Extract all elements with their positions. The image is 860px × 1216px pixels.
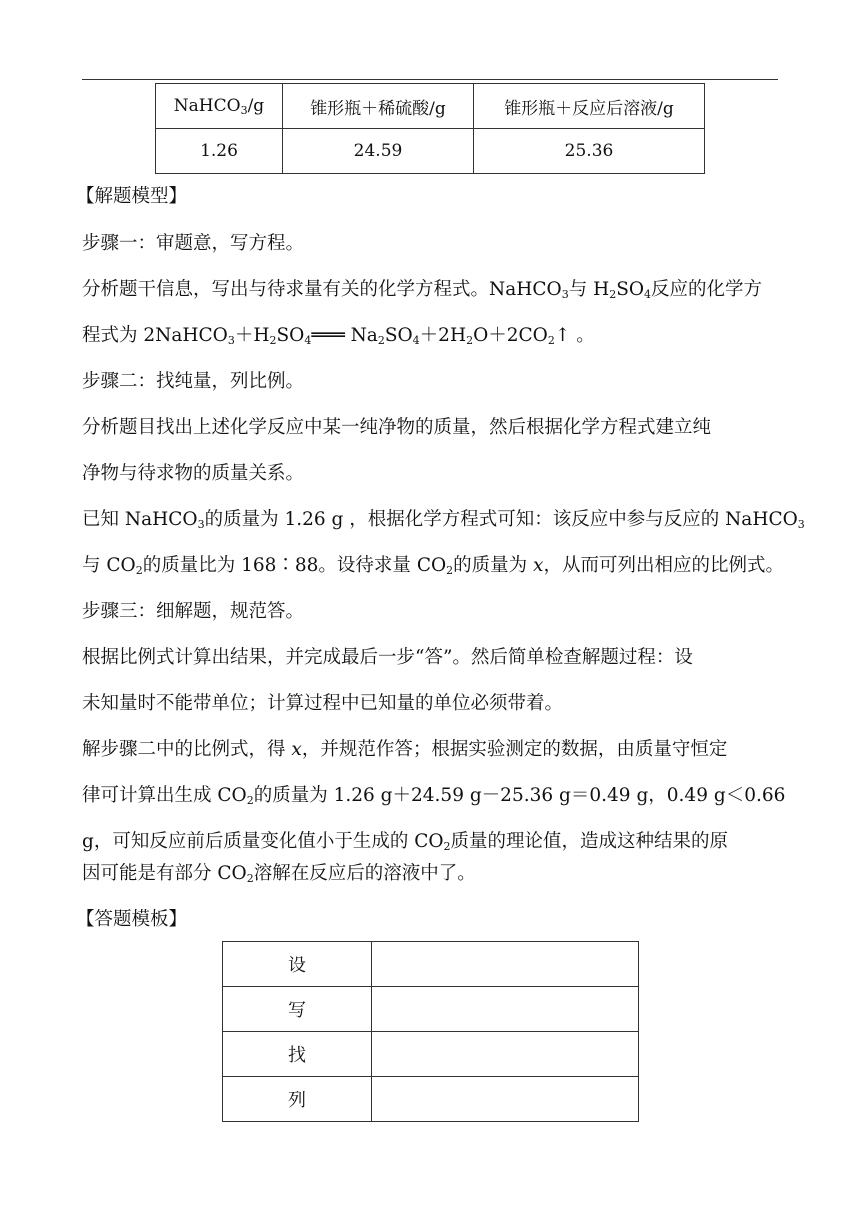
header-flask-acid: 锥形瓶＋稀硫酸/g — [283, 84, 474, 129]
step2-line3: 已知 NaHCO$_3$的质量为 1.26 g ，根据化学方程式可知：该反应中参与反应的 NaHCO$_3$ — [82, 509, 805, 531]
value-flask-solution: 25.36 — [474, 129, 705, 174]
template-blank — [372, 1032, 639, 1077]
step1-title: 步骤一：审题意，写方程。 — [82, 233, 305, 254]
template-blank — [372, 987, 639, 1032]
step3-line3: 解步骤二中的比例式，得 x，并规范作答；根据实验测定的数据，由质量守恒定 — [82, 739, 728, 760]
template-heading: 【答题模板】 — [76, 909, 188, 930]
template-key-lie: 列 — [223, 1077, 372, 1122]
experiment-data-table — [155, 83, 705, 174]
header-nahco3: NaHCO$_3$/g — [156, 84, 283, 129]
step3-line6: 因可能是有部分 $CO_2$溶解在反应后的溶液中了。 — [82, 863, 476, 885]
step2-line2: 净物与待求物的质量关系。 — [82, 463, 305, 484]
step3-line4: 律可计算出生成 $CO_2$的质量为 1.26 g＋24.59 g－25.36 g＝0.49 g，0.49 g＜0.66 — [82, 785, 786, 807]
template-row — [223, 1032, 639, 1077]
step1-line1: 分析题干信息，写出与待求量有关的化学方程式。NaHCO$_3$与 $H_2SO_4$反应的化学方 — [82, 279, 763, 301]
step3-line1: 根据比例式计算出结果，并完成最后一步“答”。然后简单检查解题过程：设 — [82, 647, 693, 668]
top-rule — [82, 79, 778, 80]
template-blank — [372, 942, 639, 987]
table-value-row — [156, 129, 705, 174]
model-heading: 【解题模型】 — [76, 186, 188, 207]
template-row — [223, 942, 639, 987]
table-header-row — [156, 84, 705, 129]
template-key-zhao: 找 — [223, 1032, 372, 1077]
step2-line4: 与 $CO_2$的质量比为 168∶88。设待求量 $CO_2$的质量为 x，从而可列出相应的比例式。 — [82, 555, 784, 577]
step3-title: 步骤三：细解题，规范答。 — [82, 601, 305, 622]
step2-title: 步骤二：找纯量，列比例。 — [82, 371, 305, 392]
template-row — [223, 1077, 639, 1122]
step1-equation: 程式为 $2NaHCO_3+H_2SO_4═══$ $Na_2SO_4+2H_2O+2CO_2↑$ 。 — [82, 325, 595, 347]
template-row — [223, 987, 639, 1032]
template-blank — [372, 1077, 639, 1122]
value-nahco3: 1.26 — [156, 129, 283, 174]
step2-line1: 分析题目找出上述化学反应中某一纯净物的质量，然后根据化学方程式建立纯 — [82, 417, 712, 438]
step3-line5: g，可知反应前后质量变化值小于生成的 $CO_2$质量的理论值，造成这种结果的原 — [82, 831, 729, 853]
header-flask-solution: 锥形瓶＋反应后溶液/g — [474, 84, 705, 129]
value-flask-acid: 24.59 — [283, 129, 474, 174]
template-key-xie: 写 — [223, 987, 372, 1032]
answer-template-table — [222, 941, 639, 1122]
step3-line2: 未知量时不能带单位；计算过程中已知量的单位必须带着。 — [82, 693, 564, 714]
template-key-she: 设 — [223, 942, 372, 987]
